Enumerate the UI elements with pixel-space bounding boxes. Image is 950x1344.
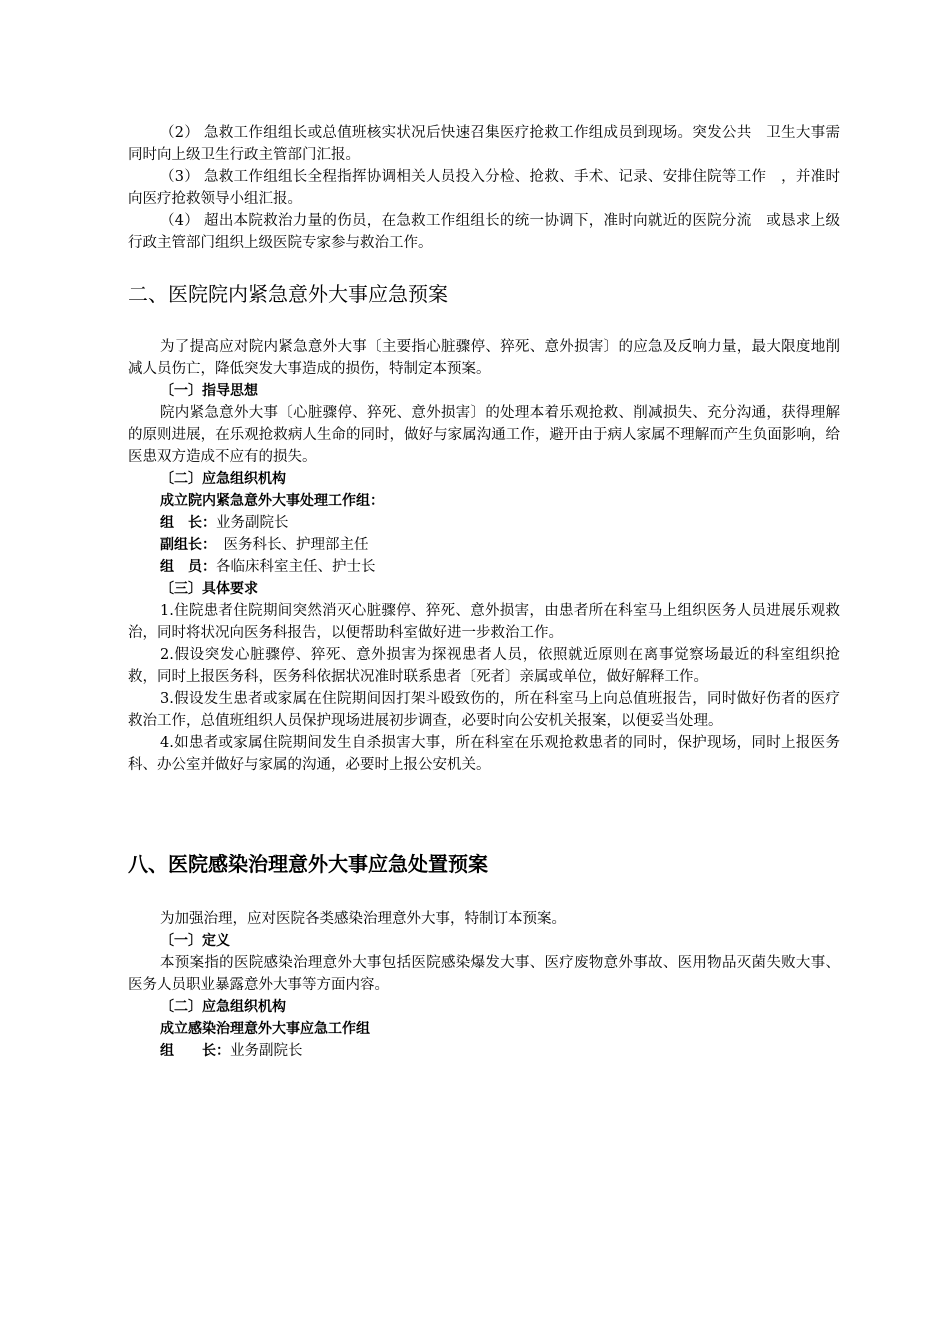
- org-row: [128, 534, 840, 556]
- requirement-item: 1.住院患者住院期间突然消灭心脏骤停、猝死、意外损害，由患者所在科室马上组织医务人员进展乐观救治，同时将状况向医务科报告，以便帮助科室做好进一步救治工作。: [128, 603, 840, 641]
- org-title: 成立感染治理意外大事应急工作组: [160, 1021, 370, 1037]
- org-role: 组 长：: [160, 515, 216, 531]
- org-row: [128, 1040, 840, 1062]
- org-row: [128, 512, 840, 534]
- paragraph: 为了提高应对院内紧急意外大事〔主要指心脏骤停、猝死、意外损害〕的应急及反响力量，最大限度地削减人员伤亡，降低突发大事造成的损伤，特制定本预案。: [128, 339, 840, 377]
- section-2-body: [128, 336, 840, 776]
- section-heading: 二、医院院内紧急意外大事应急预案: [128, 282, 448, 306]
- org-role: 组 长：: [160, 1043, 230, 1059]
- requirement-item: 2.假设突发心脏骤停、猝死、意外损害为探视患者人员，依照就近原则在离事觉察场最近的科室组织抢救，同时上报医务科，医务科依据状况准时联系患者〔死者〕亲属或单位，做好解释工作。: [128, 647, 840, 685]
- org-member: 各临床科室主任、护士长: [216, 559, 376, 575]
- subheading: 〔二〕应急组织机构: [160, 471, 286, 487]
- paragraph: 为加强治理，应对医院各类感染治理意外大事，特制订本预案。: [160, 911, 566, 927]
- subheading: 〔二〕应急组织机构: [160, 999, 286, 1015]
- org-role: 副组长：: [160, 537, 209, 553]
- requirement-item: 4.如患者或家属住院期间发生自杀损害大事，所在科室在乐观抢救患者的同时，保护现场，同时上报医务科、办公室并做好与家属的沟通，必要时上报公安机关。: [128, 735, 840, 773]
- requirement-item: 3.假设发生患者或家属在住院期间因打架斗殴致伤的，所在科室马上向总值班报告，同时做好伤者的医疗救治工作，总值班组织人员保护现场进展初步调查，必要时向公安机关报案，以便妥当处理。: [128, 691, 840, 729]
- org-row: [128, 556, 840, 578]
- org-member: 业务副院长: [230, 1043, 303, 1059]
- org-member: 医务科长、护理部主任: [209, 537, 369, 553]
- top-list: [128, 122, 840, 254]
- org-role: 组 员：: [160, 559, 216, 575]
- paragraph: 院内紧急意外大事〔心脏骤停、猝死、意外损害〕的处理本着乐观抢救、削减损失、充分沟通，获得理解的原则进展，在乐观抢救病人生命的同时，做好与家属沟通工作，避开由于病人家属不理解而产生负面影响，给医患双方造成不应有的损失。: [128, 405, 840, 465]
- paragraph: 本预案指的医院感染治理意外大事包括医院感染爆发大事、医疗废物意外事故、医用物品灭菌失败大事、医务人员职业暴露意外大事等方面内容。: [128, 955, 840, 993]
- subheading: 〔三〕具体要求: [160, 581, 258, 597]
- org-title: 成立院内紧急意外大事处理工作组：: [160, 493, 384, 509]
- list-item: （4） 超出本院救治力量的伤员，在急救工作组组长的统一协调下，准时向就近的医院分流 或恳求上级行政主管部门组织上级医院专家参与救治工作。: [128, 213, 840, 251]
- list-item: （3） 急救工作组组长全程指挥协调相关人员投入分检、抢救、手术、记录、安排住院等工作 ，并准时向医疗抢救领导小组汇报。: [128, 169, 840, 207]
- subheading: 〔一〕指导思想: [160, 383, 258, 399]
- section-8-body: [128, 908, 840, 1062]
- section-heading: 八、医院感染治理意外大事应急处置预案: [128, 852, 488, 876]
- org-member: 业务副院长: [216, 515, 289, 531]
- list-item: （2） 急救工作组组长或总值班核实状况后快速召集医疗抢救工作组成员到现场。突发公共 卫生大事需同时向上级卫生行政主管部门汇报。: [128, 125, 840, 163]
- subheading: 〔一〕定义: [160, 933, 230, 949]
